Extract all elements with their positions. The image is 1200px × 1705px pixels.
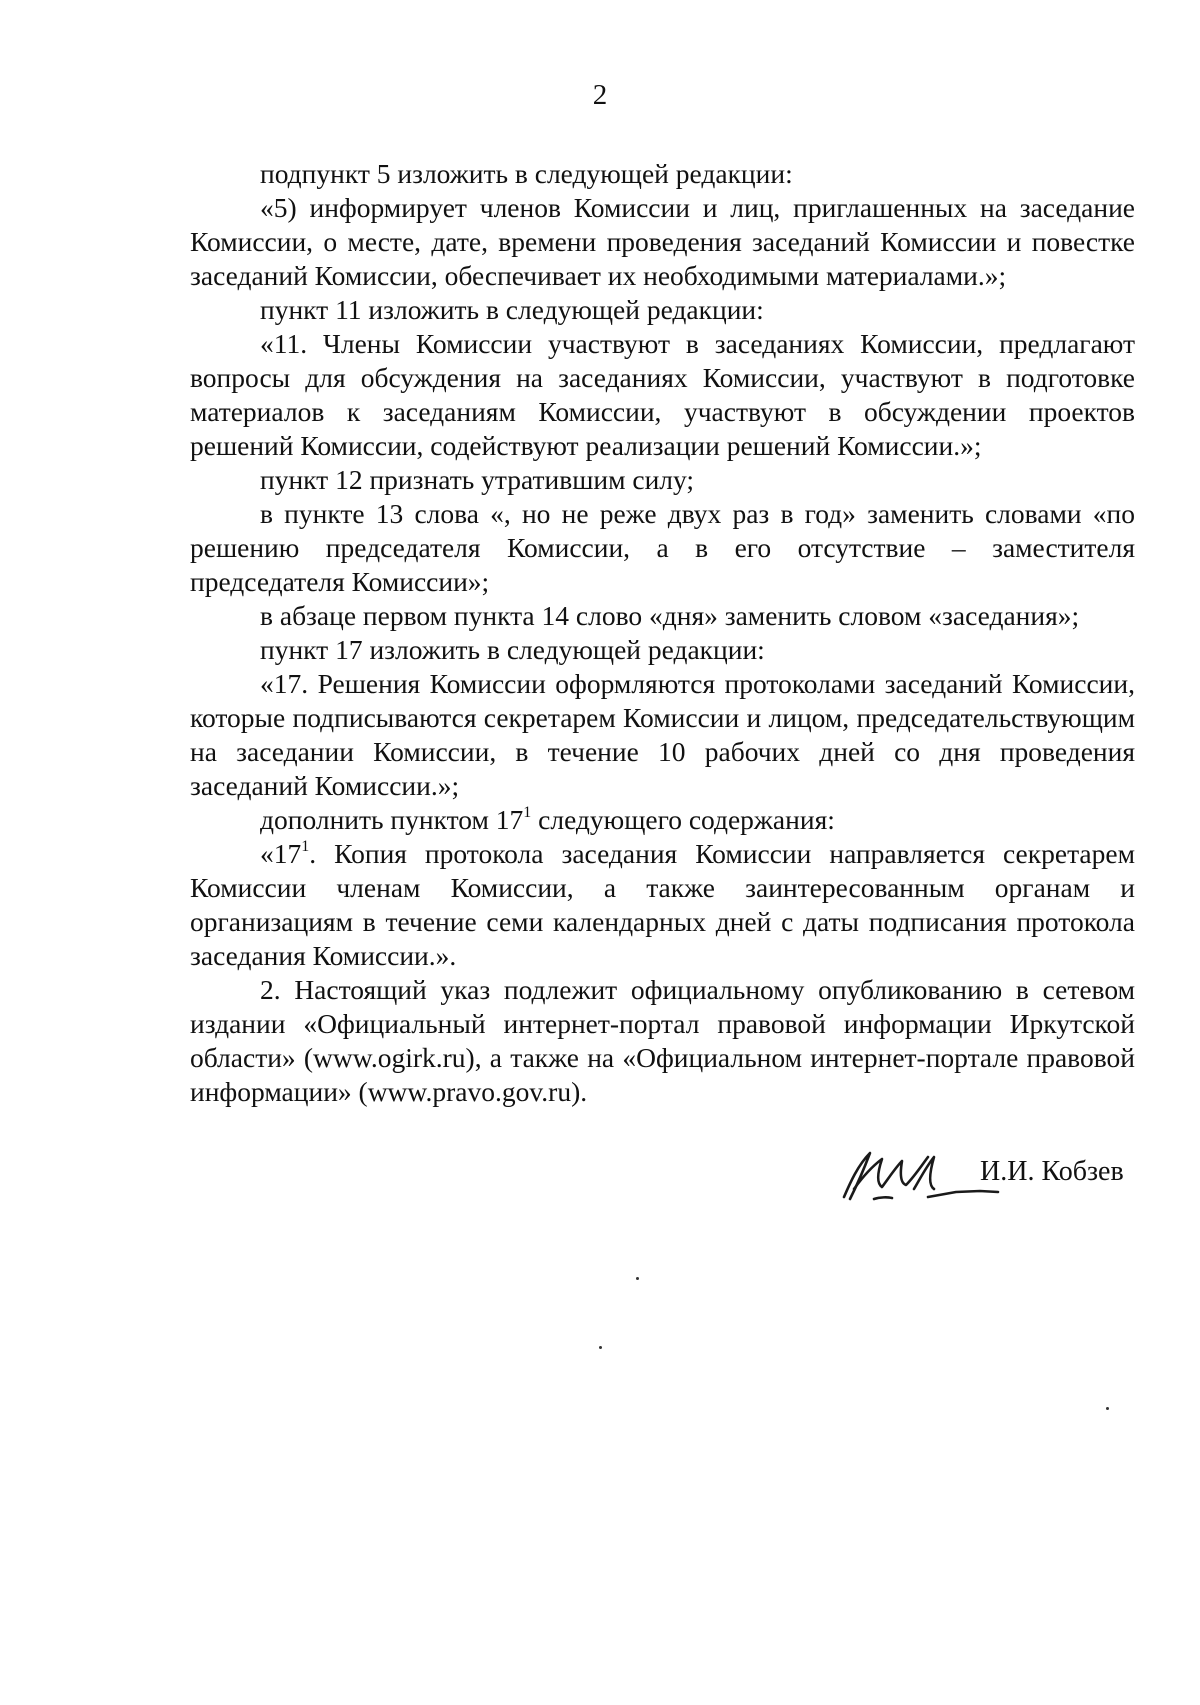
paragraph-10-text: дополнить пунктом 17 (260, 804, 524, 835)
paragraph-11-text: «17 (260, 838, 302, 869)
paragraph-9: «17. Решения Комиссии оформляются протоколами заседаний Комиссии, которые подписываются секретарем Комиссии и лицом, председательствующим на заседании Комиссии, в течение 10 рабочих дней со дня проведения заседаний Комиссии.»; (190, 668, 1135, 801)
paragraph-10-text-end: следующего содержания: (531, 804, 835, 835)
paragraph-7: в абзаце первом пункта 14 слово «дня» заменить словом «заседания»; (260, 600, 1080, 631)
paragraph-4: «11. Члены Комиссии участвуют в заседаниях Комиссии, предлагают вопросы для обсуждения на заседаниях Комиссии, участвуют в подготовке материалов к заседаниям Комиссии, участвуют в обсуждении проектов решений Комиссии, содействуют реализации решений Комиссии.»; (190, 328, 1135, 461)
paragraph-12: 2. Настоящий указ подлежит официальному опубликованию в сетевом издании «Официальный интернет-портал правовой информации Иркутской области» (www.ogirk.ru), а также на «Официальном интернет-портале правовой информации» (www.pravo.gov.ru). (190, 974, 1135, 1107)
paragraph-1: подпункт 5 изложить в следующей редакции: (260, 158, 793, 189)
paragraph-2: «5) информирует членов Комиссии и лиц, приглашенных на заседание Комиссии, о месте, дате, времени проведения заседаний Комиссии и повестке заседаний Комиссии, обеспечивает их необходимыми материалами.»; (190, 192, 1135, 291)
paragraph-11-text-end: . Копия протокола заседания Комиссии направляется секретарем Комиссии членам Комиссии, а также заинтересованным органам и организациям в течение семи календарных дней с даты подписания протокола заседания Комиссии.». (190, 838, 1135, 971)
paragraph-11 (190, 837, 1135, 973)
document-body (190, 157, 1135, 1109)
paragraph-5: пункт 12 признать утратившим силу; (260, 464, 695, 495)
signatory-name: И.И. Кобзев (980, 1156, 1124, 1187)
paragraph-10 (190, 803, 1135, 837)
superscript: 1 (301, 838, 310, 855)
paragraph-3: пункт 11 изложить в следующей редакции: (260, 294, 764, 325)
paragraph-8: пункт 17 изложить в следующей редакции: (260, 634, 765, 665)
page-number: 2 (592, 79, 608, 111)
handwritten-signature (830, 1135, 1000, 1215)
superscript: 1 (523, 804, 532, 821)
paragraph-6: в пункте 13 слова «, но не реже двух раз в год» заменить словами «по решению председателя Комиссии, а в его отсутствие – заместителя председателя Комиссии»; (190, 498, 1135, 597)
scan-speck (599, 1346, 602, 1349)
scan-speck (1106, 1407, 1109, 1410)
scan-speck (636, 1277, 639, 1280)
signature-block (830, 1135, 1140, 1215)
